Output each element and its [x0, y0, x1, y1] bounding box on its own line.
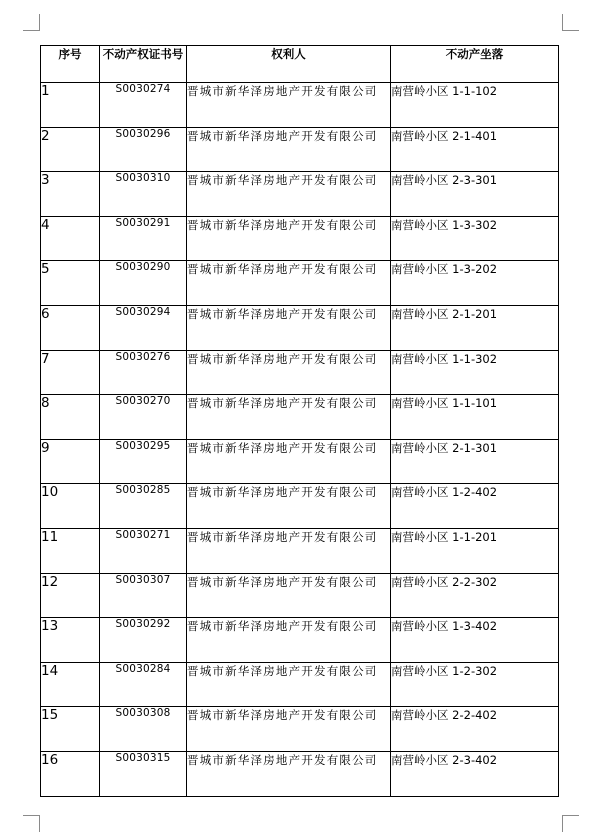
header-cert-number: 不动产权证书号 [100, 46, 187, 83]
table-row [41, 83, 559, 128]
property-registry-table [40, 45, 559, 797]
seq-cell: 6 [41, 305, 100, 350]
owner-cell: 晋城市新华泽房地产开发有限公司 [187, 261, 391, 306]
seq-cell: 16 [41, 751, 100, 796]
cert-number-cell: S0030285 [100, 484, 187, 529]
crop-mark-top-right [562, 14, 579, 31]
seq-cell: 14 [41, 662, 100, 707]
cert-number-cell: S0030292 [100, 618, 187, 663]
seq-cell: 8 [41, 395, 100, 440]
owner-cell: 晋城市新华泽房地产开发有限公司 [187, 528, 391, 573]
header-seq: 序号 [41, 46, 100, 83]
table-row [41, 305, 559, 350]
location-cell: 南营岭小区 1-1-102 [391, 83, 559, 128]
seq-cell: 9 [41, 439, 100, 484]
cert-number-cell: S0030271 [100, 528, 187, 573]
seq-cell: 11 [41, 528, 100, 573]
cert-number-cell: S0030270 [100, 395, 187, 440]
owner-cell: 晋城市新华泽房地产开发有限公司 [187, 216, 391, 261]
table-row [41, 127, 559, 172]
cert-number-cell: S0030276 [100, 350, 187, 395]
cert-number-cell: S0030274 [100, 83, 187, 128]
table-row [41, 751, 559, 796]
owner-cell: 晋城市新华泽房地产开发有限公司 [187, 127, 391, 172]
table-row [41, 618, 559, 663]
seq-cell: 7 [41, 350, 100, 395]
location-cell: 南营岭小区 1-1-302 [391, 350, 559, 395]
header-location: 不动产坐落 [391, 46, 559, 83]
owner-cell: 晋城市新华泽房地产开发有限公司 [187, 395, 391, 440]
location-cell: 南营岭小区 1-3-202 [391, 261, 559, 306]
owner-cell: 晋城市新华泽房地产开发有限公司 [187, 707, 391, 752]
table-row [41, 439, 559, 484]
location-cell: 南营岭小区 1-2-402 [391, 484, 559, 529]
seq-cell: 3 [41, 172, 100, 217]
owner-cell: 晋城市新华泽房地产开发有限公司 [187, 350, 391, 395]
location-cell: 南营岭小区 1-3-402 [391, 618, 559, 663]
cert-number-cell: S0030296 [100, 127, 187, 172]
cert-number-cell: S0030315 [100, 751, 187, 796]
location-cell: 南营岭小区 2-2-302 [391, 573, 559, 618]
owner-cell: 晋城市新华泽房地产开发有限公司 [187, 751, 391, 796]
location-cell: 南营岭小区 2-2-402 [391, 707, 559, 752]
owner-cell: 晋城市新华泽房地产开发有限公司 [187, 618, 391, 663]
table-header-row [41, 46, 559, 83]
table-row [41, 528, 559, 573]
seq-cell: 2 [41, 127, 100, 172]
owner-cell: 晋城市新华泽房地产开发有限公司 [187, 172, 391, 217]
crop-mark-top-left [23, 14, 40, 31]
cert-number-cell: S0030308 [100, 707, 187, 752]
location-cell: 南营岭小区 1-1-101 [391, 395, 559, 440]
location-cell: 南营岭小区 2-3-301 [391, 172, 559, 217]
location-cell: 南营岭小区 2-1-201 [391, 305, 559, 350]
seq-cell: 13 [41, 618, 100, 663]
location-cell: 南营岭小区 1-1-201 [391, 528, 559, 573]
table-row [41, 350, 559, 395]
seq-cell: 4 [41, 216, 100, 261]
table-row [41, 216, 559, 261]
owner-cell: 晋城市新华泽房地产开发有限公司 [187, 484, 391, 529]
location-cell: 南营岭小区 2-1-401 [391, 127, 559, 172]
header-owner: 权利人 [187, 46, 391, 83]
location-cell: 南营岭小区 2-3-402 [391, 751, 559, 796]
table-row [41, 395, 559, 440]
seq-cell: 1 [41, 83, 100, 128]
owner-cell: 晋城市新华泽房地产开发有限公司 [187, 439, 391, 484]
seq-cell: 15 [41, 707, 100, 752]
table-row [41, 484, 559, 529]
crop-mark-bottom-left [23, 815, 40, 832]
crop-mark-bottom-right [562, 815, 579, 832]
table-row [41, 707, 559, 752]
cert-number-cell: S0030295 [100, 439, 187, 484]
cert-number-cell: S0030290 [100, 261, 187, 306]
cert-number-cell: S0030291 [100, 216, 187, 261]
owner-cell: 晋城市新华泽房地产开发有限公司 [187, 305, 391, 350]
owner-cell: 晋城市新华泽房地产开发有限公司 [187, 83, 391, 128]
seq-cell: 12 [41, 573, 100, 618]
cert-number-cell: S0030284 [100, 662, 187, 707]
owner-cell: 晋城市新华泽房地产开发有限公司 [187, 662, 391, 707]
seq-cell: 5 [41, 261, 100, 306]
cert-number-cell: S0030307 [100, 573, 187, 618]
table-row [41, 172, 559, 217]
table-row [41, 573, 559, 618]
seq-cell: 10 [41, 484, 100, 529]
location-cell: 南营岭小区 1-2-302 [391, 662, 559, 707]
cert-number-cell: S0030310 [100, 172, 187, 217]
table-row [41, 261, 559, 306]
location-cell: 南营岭小区 1-3-302 [391, 216, 559, 261]
location-cell: 南营岭小区 2-1-301 [391, 439, 559, 484]
cert-number-cell: S0030294 [100, 305, 187, 350]
table-row [41, 662, 559, 707]
owner-cell: 晋城市新华泽房地产开发有限公司 [187, 573, 391, 618]
